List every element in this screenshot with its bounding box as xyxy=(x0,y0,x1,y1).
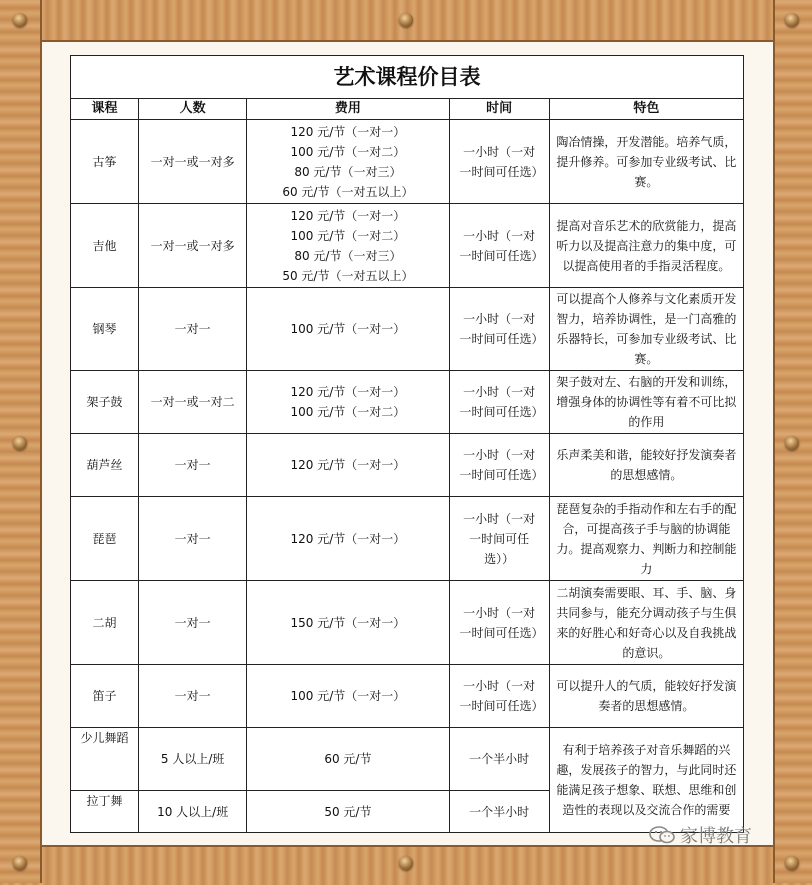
nail-icon xyxy=(13,13,27,27)
fee-line: 80 元/节（一对三） xyxy=(294,248,402,263)
fee-cell: 60 元/节 xyxy=(247,728,449,791)
time-cell: 一小时（一对一时间可任选） xyxy=(449,204,549,288)
header-fee: 费用 xyxy=(247,99,449,120)
table-row xyxy=(71,728,744,791)
fee-line: 120 元/节（一对一） xyxy=(290,208,406,223)
fee-cell xyxy=(247,581,449,665)
course-name: 琵琶 xyxy=(71,497,139,581)
nail-icon xyxy=(399,13,413,27)
feature-cell: 提高对音乐艺术的欣赏能力，提高听力以及提高注意力的集中度，可以提高使用者的手指灵活程度。 xyxy=(549,204,743,288)
fee-line: 100 元/节（一对一） xyxy=(290,689,406,703)
course-name: 葫芦丝 xyxy=(71,434,139,497)
time-cell: 一小时（一对一时间可任选） xyxy=(449,120,549,204)
course-name: 拉丁舞 xyxy=(71,791,139,833)
header-row xyxy=(71,99,744,120)
feature-cell: 可以提高个人修养与文化素质开发智力，培养协调性，是一门高雅的乐器特长，可参加专业级考试、比赛。 xyxy=(549,288,743,371)
wechat-icon xyxy=(648,825,676,845)
course-name: 架子鼓 xyxy=(71,371,139,434)
fee-line: 100 元/节（一对一） xyxy=(290,322,406,336)
nail-icon xyxy=(785,856,799,870)
time-cell: 一小时（一对一时间可任选） xyxy=(449,288,549,371)
people-count: 一对一 xyxy=(139,665,247,728)
course-name: 古筝 xyxy=(71,120,139,204)
table-title: 艺术课程价目表 xyxy=(71,56,744,99)
time-cell: 一个半小时 xyxy=(449,728,549,791)
people-count: 一对一 xyxy=(139,581,247,665)
fee-line: 80 元/节（一对三） xyxy=(294,164,402,179)
time-cell: 一小时（一对一时间可任选） xyxy=(449,581,549,665)
course-name: 钢琴 xyxy=(71,288,139,371)
fee-line: 100 元/节（一对二） xyxy=(290,144,406,159)
table-row xyxy=(71,371,744,434)
fee-cell xyxy=(247,497,449,581)
price-table xyxy=(70,55,744,833)
fee-cell xyxy=(247,288,449,371)
course-rows xyxy=(71,120,744,728)
fee-cell xyxy=(247,434,449,497)
fee-cell xyxy=(247,120,449,204)
people-count: 10 人以上/班 xyxy=(139,791,247,833)
fee-line: 150 元/节（一对一） xyxy=(290,615,406,630)
watermark xyxy=(648,823,752,847)
course-name: 笛子 xyxy=(71,665,139,728)
people-count: 一对一 xyxy=(139,434,247,497)
fee-line: 60 元/节（一对五以上） xyxy=(282,184,414,199)
table-row xyxy=(71,120,744,204)
nail-icon xyxy=(785,13,799,27)
fee-cell xyxy=(247,665,449,728)
nail-icon xyxy=(785,436,799,450)
people-count: 5 人以上/班 xyxy=(139,728,247,791)
feature-cell: 架子鼓对左、右脑的开发和训练，增强身体的协调性等有着不可比拟的作用 xyxy=(549,371,743,434)
feature-cell: 乐声柔美和谐，能较好抒发演奏者的思想感情。 xyxy=(549,434,743,497)
dance-rows xyxy=(71,728,744,833)
time-cell: 一小时（一对一时间可任选） xyxy=(449,665,549,728)
fee-line: 50 元/节（一对五以上） xyxy=(282,268,414,283)
people-count: 一对一或一对多 xyxy=(139,120,247,204)
feature-cell: 有利于培养孩子对音乐舞蹈的兴趣，发展孩子的智力，与此同时还能满足孩子想象、联想、思维和创造性的表现以及交流合作的需要 xyxy=(549,728,743,833)
fee-line: 120 元/节（一对一） xyxy=(290,458,406,472)
feature-cell: 二胡演奏需要眼、耳、手、脑、身共同参与，能充分调动孩子与生俱来的好胜心和好奇心以及自我挑战的意识。 xyxy=(549,581,743,665)
course-name: 吉他 xyxy=(71,204,139,288)
course-name: 少儿舞蹈 xyxy=(71,728,139,791)
time-cell: 一个半小时 xyxy=(449,791,549,833)
fee-cell: 50 元/节 xyxy=(247,791,449,833)
fee-line: 120 元/节（一对一） xyxy=(290,124,406,139)
fee-line: 120 元/节（一对一） xyxy=(290,531,406,546)
table-row xyxy=(71,497,744,581)
header-feature: 特色 xyxy=(549,99,743,120)
feature-cell: 可以提升人的气质，能较好抒发演奏者的思想感情。 xyxy=(549,665,743,728)
nail-icon xyxy=(399,856,413,870)
fee-line: 120 元/节（一对一） xyxy=(290,385,406,399)
people-count: 一对一 xyxy=(139,497,247,581)
header-time: 时间 xyxy=(449,99,549,120)
header-course: 课程 xyxy=(71,99,139,120)
nail-icon xyxy=(13,856,27,870)
feature-cell: 陶冶情操，开发潜能。培养气质，提升修养。可参加专业级考试、比赛。 xyxy=(549,120,743,204)
header-people: 人数 xyxy=(139,99,247,120)
table-row xyxy=(71,288,744,371)
course-name: 二胡 xyxy=(71,581,139,665)
time-cell: 一小时（一对一时间可任选） xyxy=(449,371,549,434)
table-row xyxy=(71,665,744,728)
watermark-text: 家博教育 xyxy=(680,826,752,847)
table-row xyxy=(71,204,744,288)
people-count: 一对一或一对二 xyxy=(139,371,247,434)
table-row xyxy=(71,581,744,665)
feature-cell: 琵琶复杂的手指动作和左右手的配合，可提高孩子手与脑的协调能力。提高观察力、判断力和控制能力 xyxy=(549,497,743,581)
people-count: 一对一 xyxy=(139,288,247,371)
fee-line: 100 元/节（一对二） xyxy=(290,228,406,243)
fee-cell xyxy=(247,204,449,288)
people-count: 一对一或一对多 xyxy=(139,204,247,288)
fee-line: 100 元/节（一对二） xyxy=(290,405,406,419)
fee-cell xyxy=(247,371,449,434)
time-cell: 一小时（一对一时间可任选）） xyxy=(449,497,549,581)
time-cell: 一小时（一对一时间可任选） xyxy=(449,434,549,497)
nail-icon xyxy=(13,436,27,450)
table-row xyxy=(71,434,744,497)
